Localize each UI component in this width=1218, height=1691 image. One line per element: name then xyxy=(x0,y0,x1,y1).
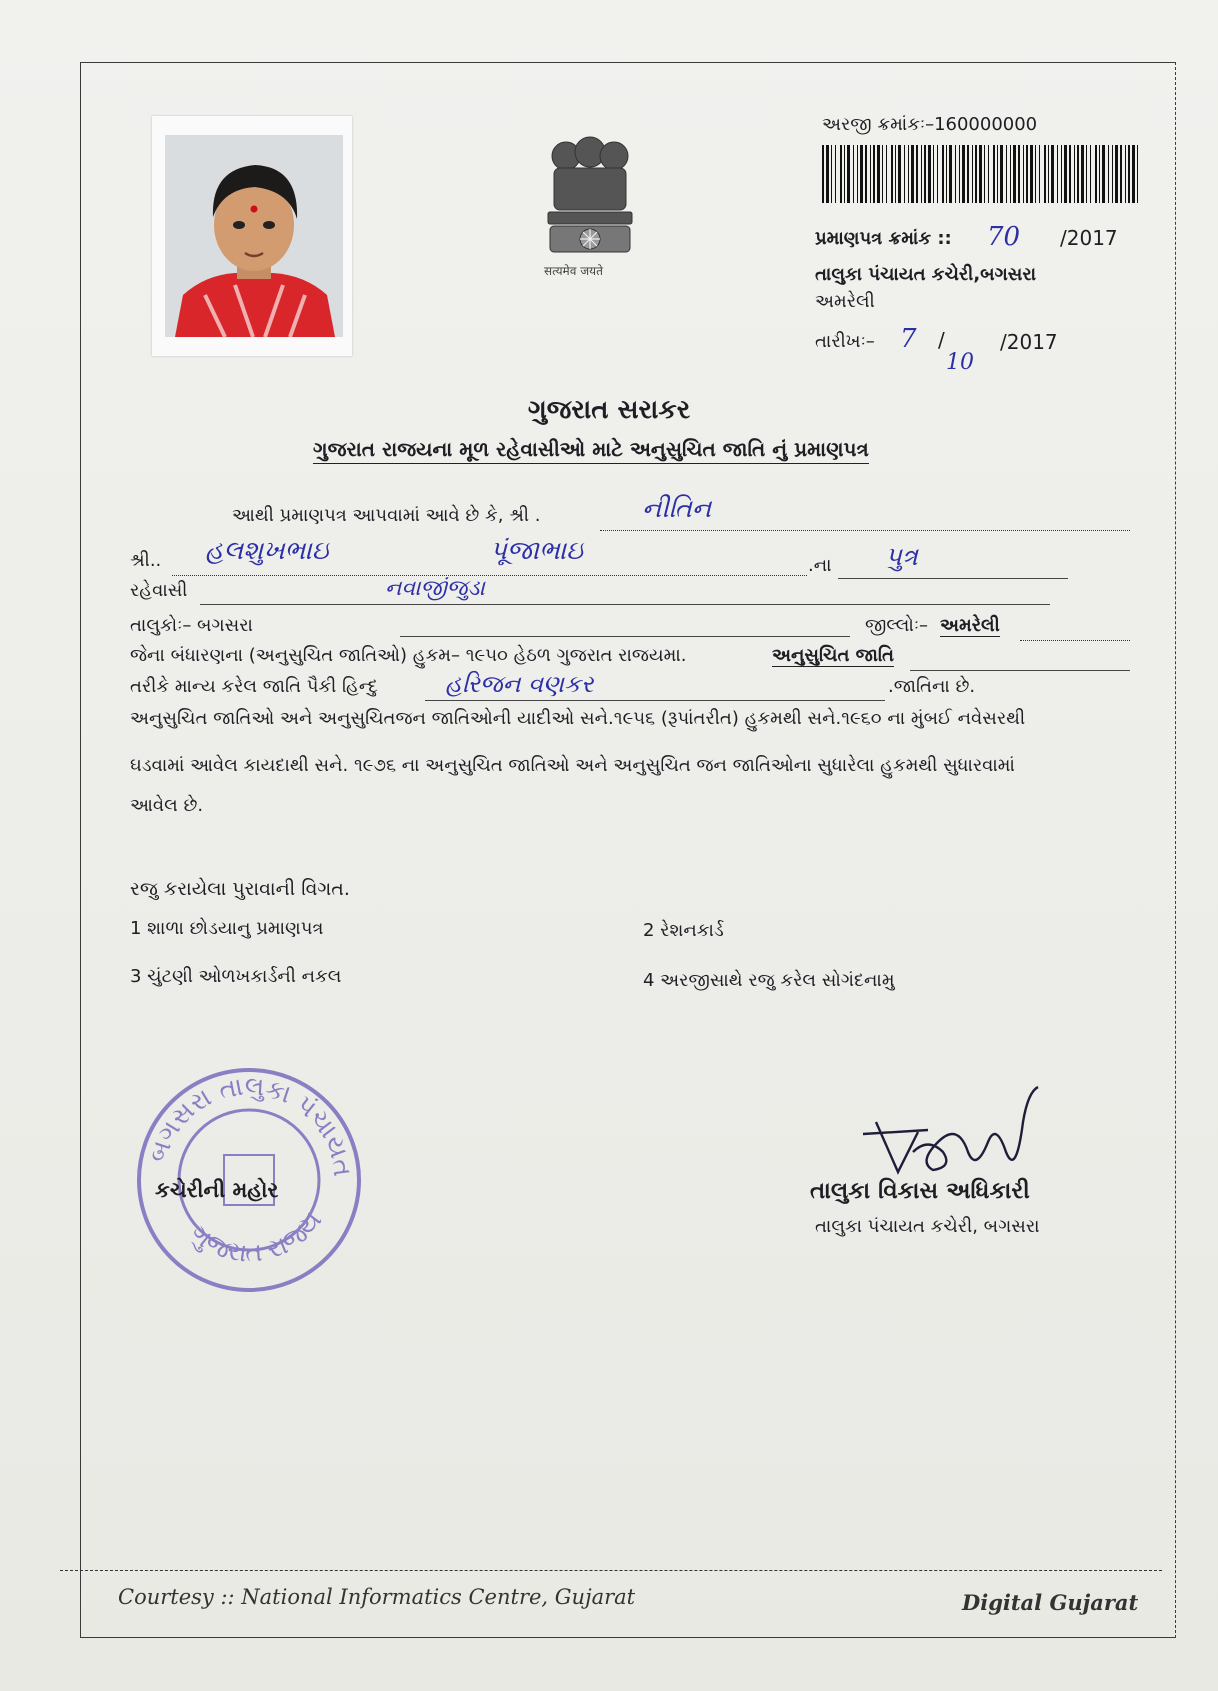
certificate-subtitle: ગુજરાત રાજયના મૂળ રહેવાસીઓ માટે અનુસુચિત જાતિ નું પ્રમાણપત્ર xyxy=(313,437,869,464)
barcode xyxy=(822,145,1140,203)
date-day: 7 xyxy=(900,324,917,354)
village-handwritten: નવાજીંજુડા xyxy=(385,576,485,601)
body-line-1: આથી પ્રમાણપત્ર આપવામાં આવે છે કે, શ્રી . xyxy=(232,505,541,526)
paragraph-line-2: ઘડવામાં આવેલ કાયદાથી સને. ૧૯૭૬ ના અનુસુચિત જાતિઓ અને અનુસુચિત જન જાતિઓના સુધારેલા હુકમથી સુધારવામાં xyxy=(130,755,1015,776)
signatory-title: તાલુકા વિકાસ અધિકારી xyxy=(810,1178,1030,1204)
applicant-photo xyxy=(152,116,352,356)
evidence-item-4: 4 અરજીસાથે રજુ કરેલ સોગંદનામુ xyxy=(643,970,895,991)
caste-label: તરીકે માન્ય કરેલ જાતિ પૈકી હિન્દુ xyxy=(130,676,378,697)
evidence-item-3: 3 ચુંટણી ઓળખકાર્ડની નકલ xyxy=(130,966,342,987)
naa-label: .ના xyxy=(808,555,832,576)
category-value: અનુસુચિત જાતિ xyxy=(772,645,894,666)
national-emblem xyxy=(536,134,644,278)
office-line-2: અમરેલી xyxy=(815,291,875,312)
taluka-label: તાલુકોઃ– બગસરા xyxy=(130,615,253,636)
evidence-item-1: 1 શાળા છોડયાનુ પ્રમાણપત્ર xyxy=(130,918,324,939)
signatory-office: તાલુકા પંચાયત કચેરી, બગસરા xyxy=(815,1216,1040,1237)
paragraph-line-1: અનુસુચિત જાતિઓ અને અનુસુચિતજન જાતિઓની યાદીઓ સને.૧૯૫૬ (રૂપાંતરીત) હુકમથી સને.૧૯૬૦ ના મુંબઈ નવેસરથી xyxy=(130,708,1026,729)
resident-label: રહેવાસી xyxy=(130,580,188,601)
application-number: અરજી ક્રમાંકઃ–160000000 xyxy=(822,114,1038,135)
date-month: 10 xyxy=(946,350,974,375)
certificate-year: /2017 xyxy=(1060,226,1118,250)
certificate-number-value: 70 xyxy=(987,222,1021,252)
evidence-item-2: 2 રેશનકાર્ડ xyxy=(643,920,724,941)
district-label: જીલ્લોઃ– xyxy=(865,615,928,636)
grandfather-name-handwritten: પૂંજાભાઇ xyxy=(490,536,583,566)
certificate-number-label: પ્રમાણપત્ર ક્રમાંક :: xyxy=(815,228,952,249)
relation-handwritten: પુત્ર xyxy=(885,542,918,572)
seal-ring-text: બગસરા તાલુકા પંચાયત xyxy=(142,1071,358,1179)
emblem-motto: सत्यमेव जयते xyxy=(544,264,603,278)
constitution-order-line: જેના બંધારણના (અનુસુચિત જાતિઓ) હુકમ– ૧૯૫૦ હેઠળ ગુજરાત રાજયમા. xyxy=(130,645,687,666)
caste-suffix: .જાતિના છે. xyxy=(888,676,976,697)
evidence-heading: રજુ કરાયેલા પુરાવાની વિગત. xyxy=(130,878,350,900)
footer-courtesy: Courtesy :: National Informatics Centre, Gujarat xyxy=(118,1585,636,1609)
office-line-1: તાલુકા પંચાયત કચેરી,બગસરા xyxy=(815,264,1037,285)
seal-label: કચેરીની મહોર xyxy=(155,1178,279,1202)
district-value: અમરેલી xyxy=(940,615,1000,636)
shri-label: શ્રી.. xyxy=(130,550,162,571)
date-label: તારીખઃ– xyxy=(815,331,875,352)
name-handwritten: નીતિન xyxy=(642,494,712,524)
date-year: /2017 xyxy=(1000,330,1058,354)
father-name-handwritten: હલશુખભાઇ xyxy=(205,536,329,566)
svg-text:ગુજરાત રાજય xyxy=(184,1206,328,1269)
certificate-title: ગુજરાત સરાકર xyxy=(527,395,691,425)
seal-bottom-text: ગુજરાત રાજય xyxy=(184,1205,329,1269)
caste-handwritten: હરિજન વણકર xyxy=(445,670,594,698)
svg-text:બગસરા તાલુકા પંચાયત xyxy=(143,1072,357,1179)
footer-divider xyxy=(60,1570,1162,1571)
paragraph-line-3: આવેલ છે. xyxy=(130,795,204,816)
footer-digital-gujarat: Digital Gujarat xyxy=(962,1590,1139,1615)
